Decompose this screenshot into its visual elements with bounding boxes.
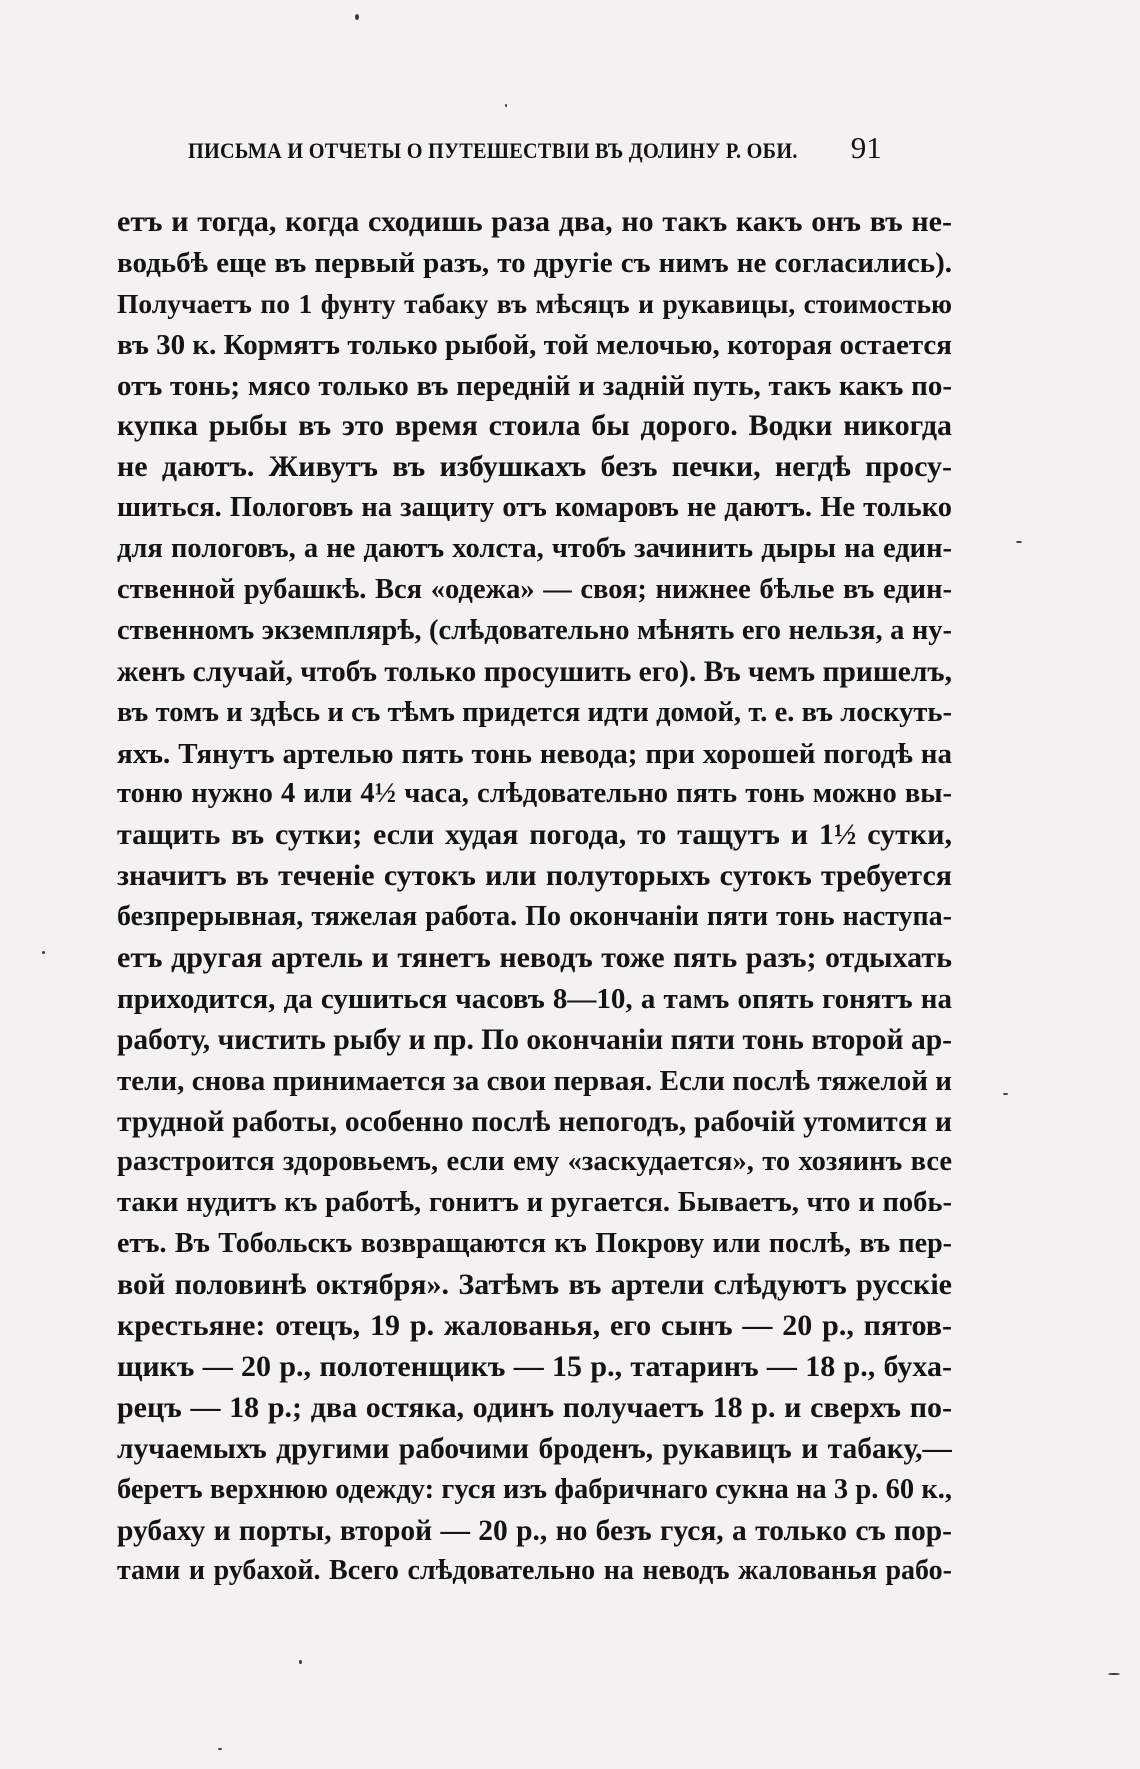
- text-line: яхъ. Тянутъ артелью пять тонь невода; при хорошей погодѣ на: [117, 737, 952, 770]
- scan-speck: [505, 104, 507, 107]
- text-line: отъ тонь; мясо только въ передній и задній путь, такъ какъ по-: [117, 369, 952, 402]
- text-line: рецъ — 18 р.; два остяка, одинъ получаетъ 18 р. и сверхъ по-: [117, 1390, 952, 1424]
- text-line: тели, снова принимается за свои первая. Если послѣ тяжелой и: [117, 1064, 952, 1097]
- scan-speck: [299, 1660, 302, 1664]
- text-line: щикъ — 20 р., полотенщикъ — 15 р., татаринъ — 18 р., буха-: [117, 1349, 952, 1383]
- text-line: Получаетъ по 1 фунту табаку въ мѣсяцъ и рукавицы, стоимостью: [117, 287, 952, 319]
- text-line: ственной рубашкѣ. Вся «одежа» — своя; нижнее бѣлье въ един-: [117, 574, 952, 606]
- scan-speck: [355, 14, 359, 20]
- text-line: вой половинѣ октября». Затѣмъ въ артели слѣдуютъ русскіе: [117, 1268, 952, 1302]
- text-line: значитъ въ теченіе сутокъ или полуторыхъ сутокъ требуется: [117, 859, 952, 893]
- text-line: етъ. Въ Тобольскъ возвращаются къ Покрову или послѣ, въ пер-: [117, 1228, 952, 1260]
- text-line: въ 30 к. Кормятъ только рыбой, той мелочью, которая остается: [117, 328, 952, 361]
- text-line: приходится, да сушиться часовъ 8—10, а тамъ опять гонятъ на: [117, 982, 952, 1015]
- text-line: тами и рубахой. Всего слѣдовательно на неводъ жалованья рабо-: [117, 1555, 952, 1587]
- text-line: етъ другая артель и тянетъ неводъ тоже пять разъ; отдыхать: [117, 941, 952, 975]
- text-line: купка рыбы въ это время стоила бы дорого. Водки никогда: [117, 409, 952, 443]
- text-line: шиться. Пологовъ на защиту отъ комаровъ не даютъ. Не только: [117, 492, 952, 524]
- text-line: тащить въ сутки; если худая погода, то тащутъ и 1½ сутки,: [117, 818, 952, 852]
- scan-speck: [1003, 1093, 1008, 1095]
- text-line: таки нудитъ къ работѣ, гонитъ и ругается. Бываетъ, что и побь-: [117, 1187, 952, 1219]
- text-line: разстроится здоровьемъ, если ему «заскудается», то хозяинъ все: [117, 1146, 952, 1178]
- text-line: въ томъ и здѣсь и съ тѣмъ придется идти домой, т. е. въ лоскуть-: [117, 696, 952, 728]
- scan-speck: [218, 1748, 222, 1750]
- text-line: рубаху и порты, второй — 20 р., но безъ гуся, а только съ пор-: [117, 1514, 952, 1547]
- text-line: женъ случай, чтобъ только просушить его). Въ чемъ пришелъ,: [117, 655, 952, 688]
- text-line: лучаемыхъ другими рабочими броденъ, рукавицъ и табаку,—: [117, 1432, 952, 1465]
- text-line: беретъ верхнюю одежду: гуся изъ фабричнаго сукна на 3 р. 60 к.,: [117, 1473, 952, 1505]
- text-line: работу, чистить рыбу и пр. По окончаніи пяти тонь второй ар-: [117, 1023, 952, 1056]
- text-line: для пологовъ, а не даютъ холста, чтобъ зачинить дыры на един-: [117, 533, 952, 565]
- scan-speck: [42, 951, 45, 954]
- text-line: водьбѣ еще въ первый разъ, то другіе съ нимъ не согласились).: [117, 246, 952, 279]
- text-line: крестьяне: отецъ, 19 р. жалованья, его сынъ — 20 р., пятов-: [117, 1309, 952, 1343]
- header-title: ПИСЬМА И ОТЧЕТЫ О ПУТЕШЕСТВІИ ВЪ ДОЛИНУ Р. ОБИ.: [188, 138, 798, 163]
- body-text: [117, 202, 952, 1592]
- text-line: безпрерывная, тяжелая работа. По окончаніи пяти тонь наступа-: [117, 901, 952, 933]
- page-number: 91: [850, 130, 882, 165]
- scan-speck: [1016, 541, 1022, 543]
- text-line: трудной работы, особенно послѣ непогодъ, рабочій утомится и: [117, 1105, 952, 1138]
- scan-speck: [1108, 1673, 1120, 1675]
- text-line: етъ и тогда, когда сходишь раза два, но такъ какъ онъ въ не-: [117, 205, 952, 238]
- running-header: [188, 130, 882, 170]
- text-line: ственномъ экземплярѣ, (слѣдовательно мѣнять его нельзя, а ну-: [117, 614, 952, 646]
- text-line: не даютъ. Живутъ въ избушкахъ безъ печки, негдѣ просу-: [117, 450, 952, 484]
- text-line: тоню нужно 4 или 4½ часа, слѣдовательно пять тонь можно вы-: [117, 778, 952, 810]
